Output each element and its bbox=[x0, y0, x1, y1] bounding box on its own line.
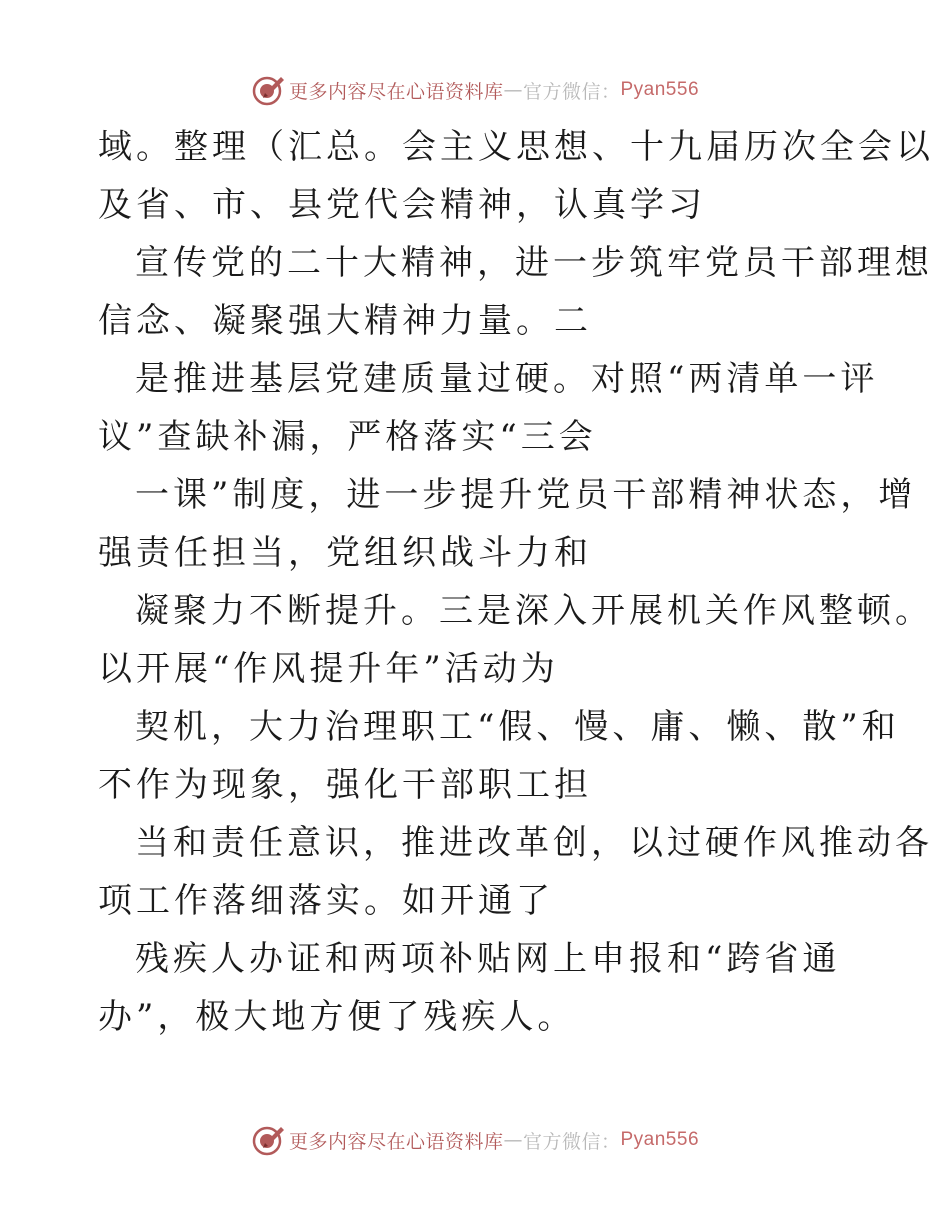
watermark-separator: — bbox=[503, 79, 523, 101]
pen-logo-icon bbox=[251, 73, 285, 107]
watermark-separator: — bbox=[503, 1129, 523, 1151]
text-line: 项工作落细落实。如开通了 bbox=[98, 881, 554, 921]
text-line: 是推进基层党建质量过硬。对照“两清单一评 bbox=[135, 359, 879, 399]
watermark-footer bbox=[0, 1120, 950, 1160]
text-line: 域。整理（汇总。会主义思想、十九届历次全会以 bbox=[98, 127, 934, 167]
watermark-main-text: 更多内容尽在心语资料库 bbox=[288, 1130, 504, 1153]
pen-logo-icon bbox=[251, 1123, 285, 1157]
watermark-wechat-id: Pyan556 bbox=[620, 1129, 700, 1150]
watermark-wechat-id: Pyan556 bbox=[620, 79, 700, 100]
text-line: 以开展“作风提升年”活动为 bbox=[98, 649, 559, 689]
text-line: 当和责任意识，推进改革创，以过硬作风推动各 bbox=[135, 823, 933, 863]
text-line: 残疾人办证和两项补贴网上申报和“跨省通 bbox=[135, 939, 841, 979]
watermark-header bbox=[0, 70, 950, 110]
text-line: 信念、凝聚强大精神力量。二 bbox=[98, 301, 592, 341]
text-line: 及省、市、县党代会精神，认真学习 bbox=[98, 185, 706, 225]
text-line: 宣传党的二十大精神，进一步筑牢党员干部理想 bbox=[135, 243, 933, 283]
watermark-wechat-label: 官方微信： bbox=[522, 1130, 621, 1153]
text-line: 强责任担当，党组织战斗力和 bbox=[98, 533, 592, 573]
text-line: 办”，极大地方便了残疾人。 bbox=[98, 997, 576, 1037]
text-line: 不作为现象，强化干部职工担 bbox=[98, 765, 592, 805]
text-line: 议”查缺补漏，严格落实“三会 bbox=[98, 417, 597, 457]
text-line: 一课”制度，进一步提升党员干部精神状态，增 bbox=[135, 475, 917, 515]
text-line: 凝聚力不断提升。三是深入开展机关作风整顿。 bbox=[135, 591, 933, 631]
watermark-wechat-label: 官方微信： bbox=[522, 80, 621, 103]
text-line: 契机，大力治理职工“假、慢、庸、懒、散”和 bbox=[135, 707, 900, 747]
watermark-main-text: 更多内容尽在心语资料库 bbox=[288, 80, 504, 103]
